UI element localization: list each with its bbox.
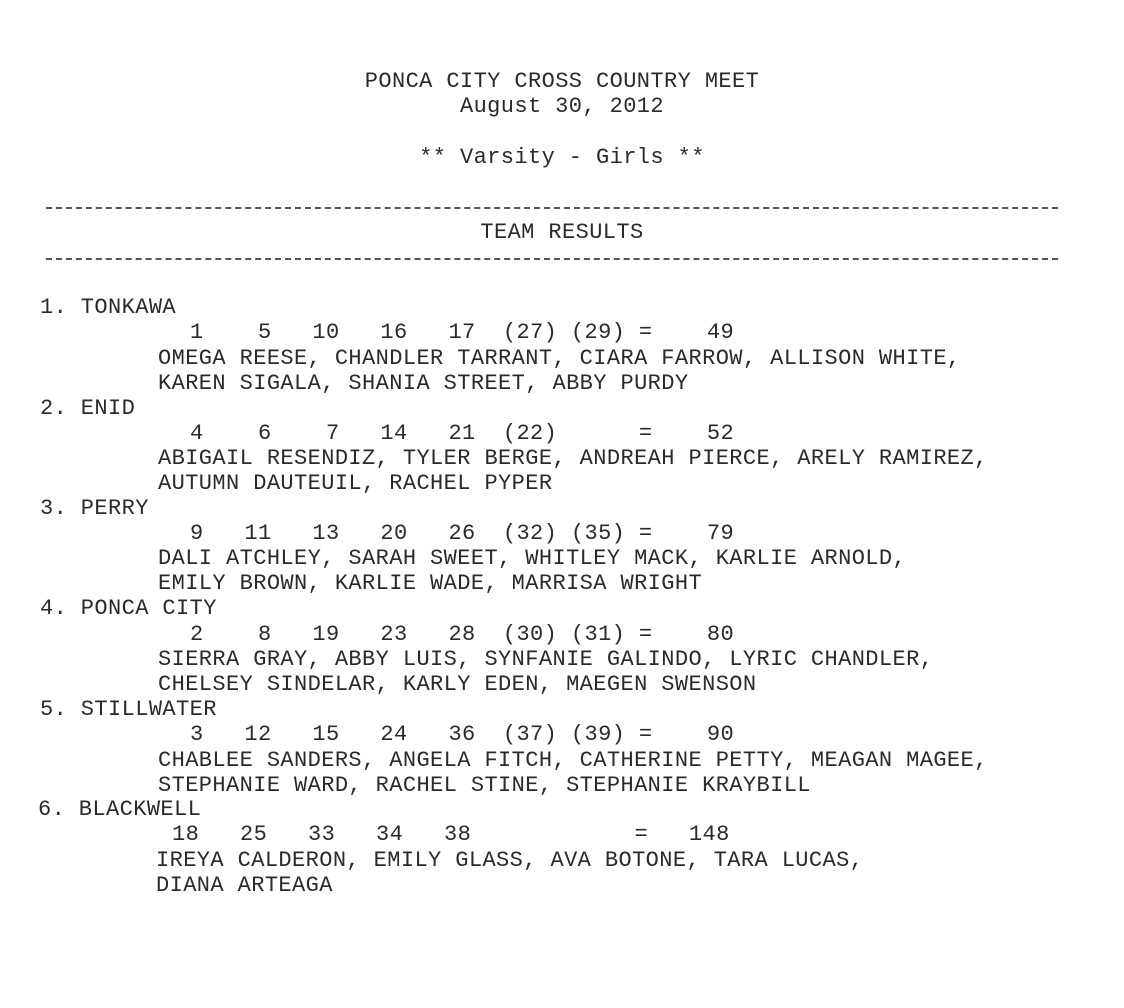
team-scores: 2 8 19 23 28 (30) (31) = 80 — [190, 622, 735, 647]
team-scores: 9 11 13 20 26 (32) (35) = 79 — [190, 521, 735, 546]
division-title: ** Varsity - Girls ** — [419, 145, 705, 170]
team-runners: AUTUMN DAUTEUIL, RACHEL PYPER — [158, 471, 553, 496]
team-scores: 3 12 15 24 36 (37) (39) = 90 — [190, 722, 735, 747]
team-rank-name: 6. BLACKWELL — [38, 797, 202, 822]
bottom-divider — [46, 258, 1058, 260]
team-runners: DALI ATCHLEY, SARAH SWEET, WHITLEY MACK, KARLIE ARNOLD, — [158, 546, 907, 571]
team-rank-name: 4. PONCA CITY — [40, 596, 217, 621]
team-rank-name: 2. ENID — [40, 396, 136, 421]
team-scores: 4 6 7 14 21 (22) = 52 — [190, 421, 735, 446]
team-runners: DIANA ARTEAGA — [156, 873, 333, 898]
meet-title: PONCA CITY CROSS COUNTRY MEET — [364, 69, 760, 94]
team-runners: CHABLEE SANDERS, ANGELA FITCH, CATHERINE PETTY, MEAGAN MAGEE, — [158, 748, 988, 773]
team-runners: SIERRA GRAY, ABBY LUIS, SYNFANIE GALINDO, LYRIC CHANDLER, — [158, 647, 934, 672]
team-runners: STEPHANIE WARD, RACHEL STINE, STEPHANIE KRAYBILL — [158, 773, 811, 798]
team-rank-name: 3. PERRY — [40, 496, 149, 521]
team-scores: 18 25 33 34 38 = 148 — [172, 822, 730, 847]
meet-date: August 30, 2012 — [459, 94, 665, 119]
team-runners: CHELSEY SINDELAR, KARLY EDEN, MAEGEN SWENSON — [158, 672, 757, 697]
team-runners: OMEGA REESE, CHANDLER TARRANT, CIARA FARROW, ALLISON WHITE, — [158, 346, 961, 371]
team-scores: 1 5 10 16 17 (27) (29) = 49 — [190, 320, 735, 345]
team-rank-name: 5. STILLWATER — [40, 697, 217, 722]
team-runners: IREYA CALDERON, EMILY GLASS, AVA BOTONE, TARA LUCAS, — [156, 848, 864, 873]
section-title: TEAM RESULTS — [480, 220, 644, 245]
team-rank-name: 1. TONKAWA — [40, 295, 177, 320]
team-runners: ABIGAIL RESENDIZ, TYLER BERGE, ANDREAH PIERCE, ARELY RAMIREZ, — [158, 446, 988, 471]
team-runners: EMILY BROWN, KARLIE WADE, MARRISA WRIGHT — [158, 571, 703, 596]
team-runners: KAREN SIGALA, SHANIA STREET, ABBY PURDY — [158, 371, 689, 396]
top-divider — [46, 207, 1058, 209]
